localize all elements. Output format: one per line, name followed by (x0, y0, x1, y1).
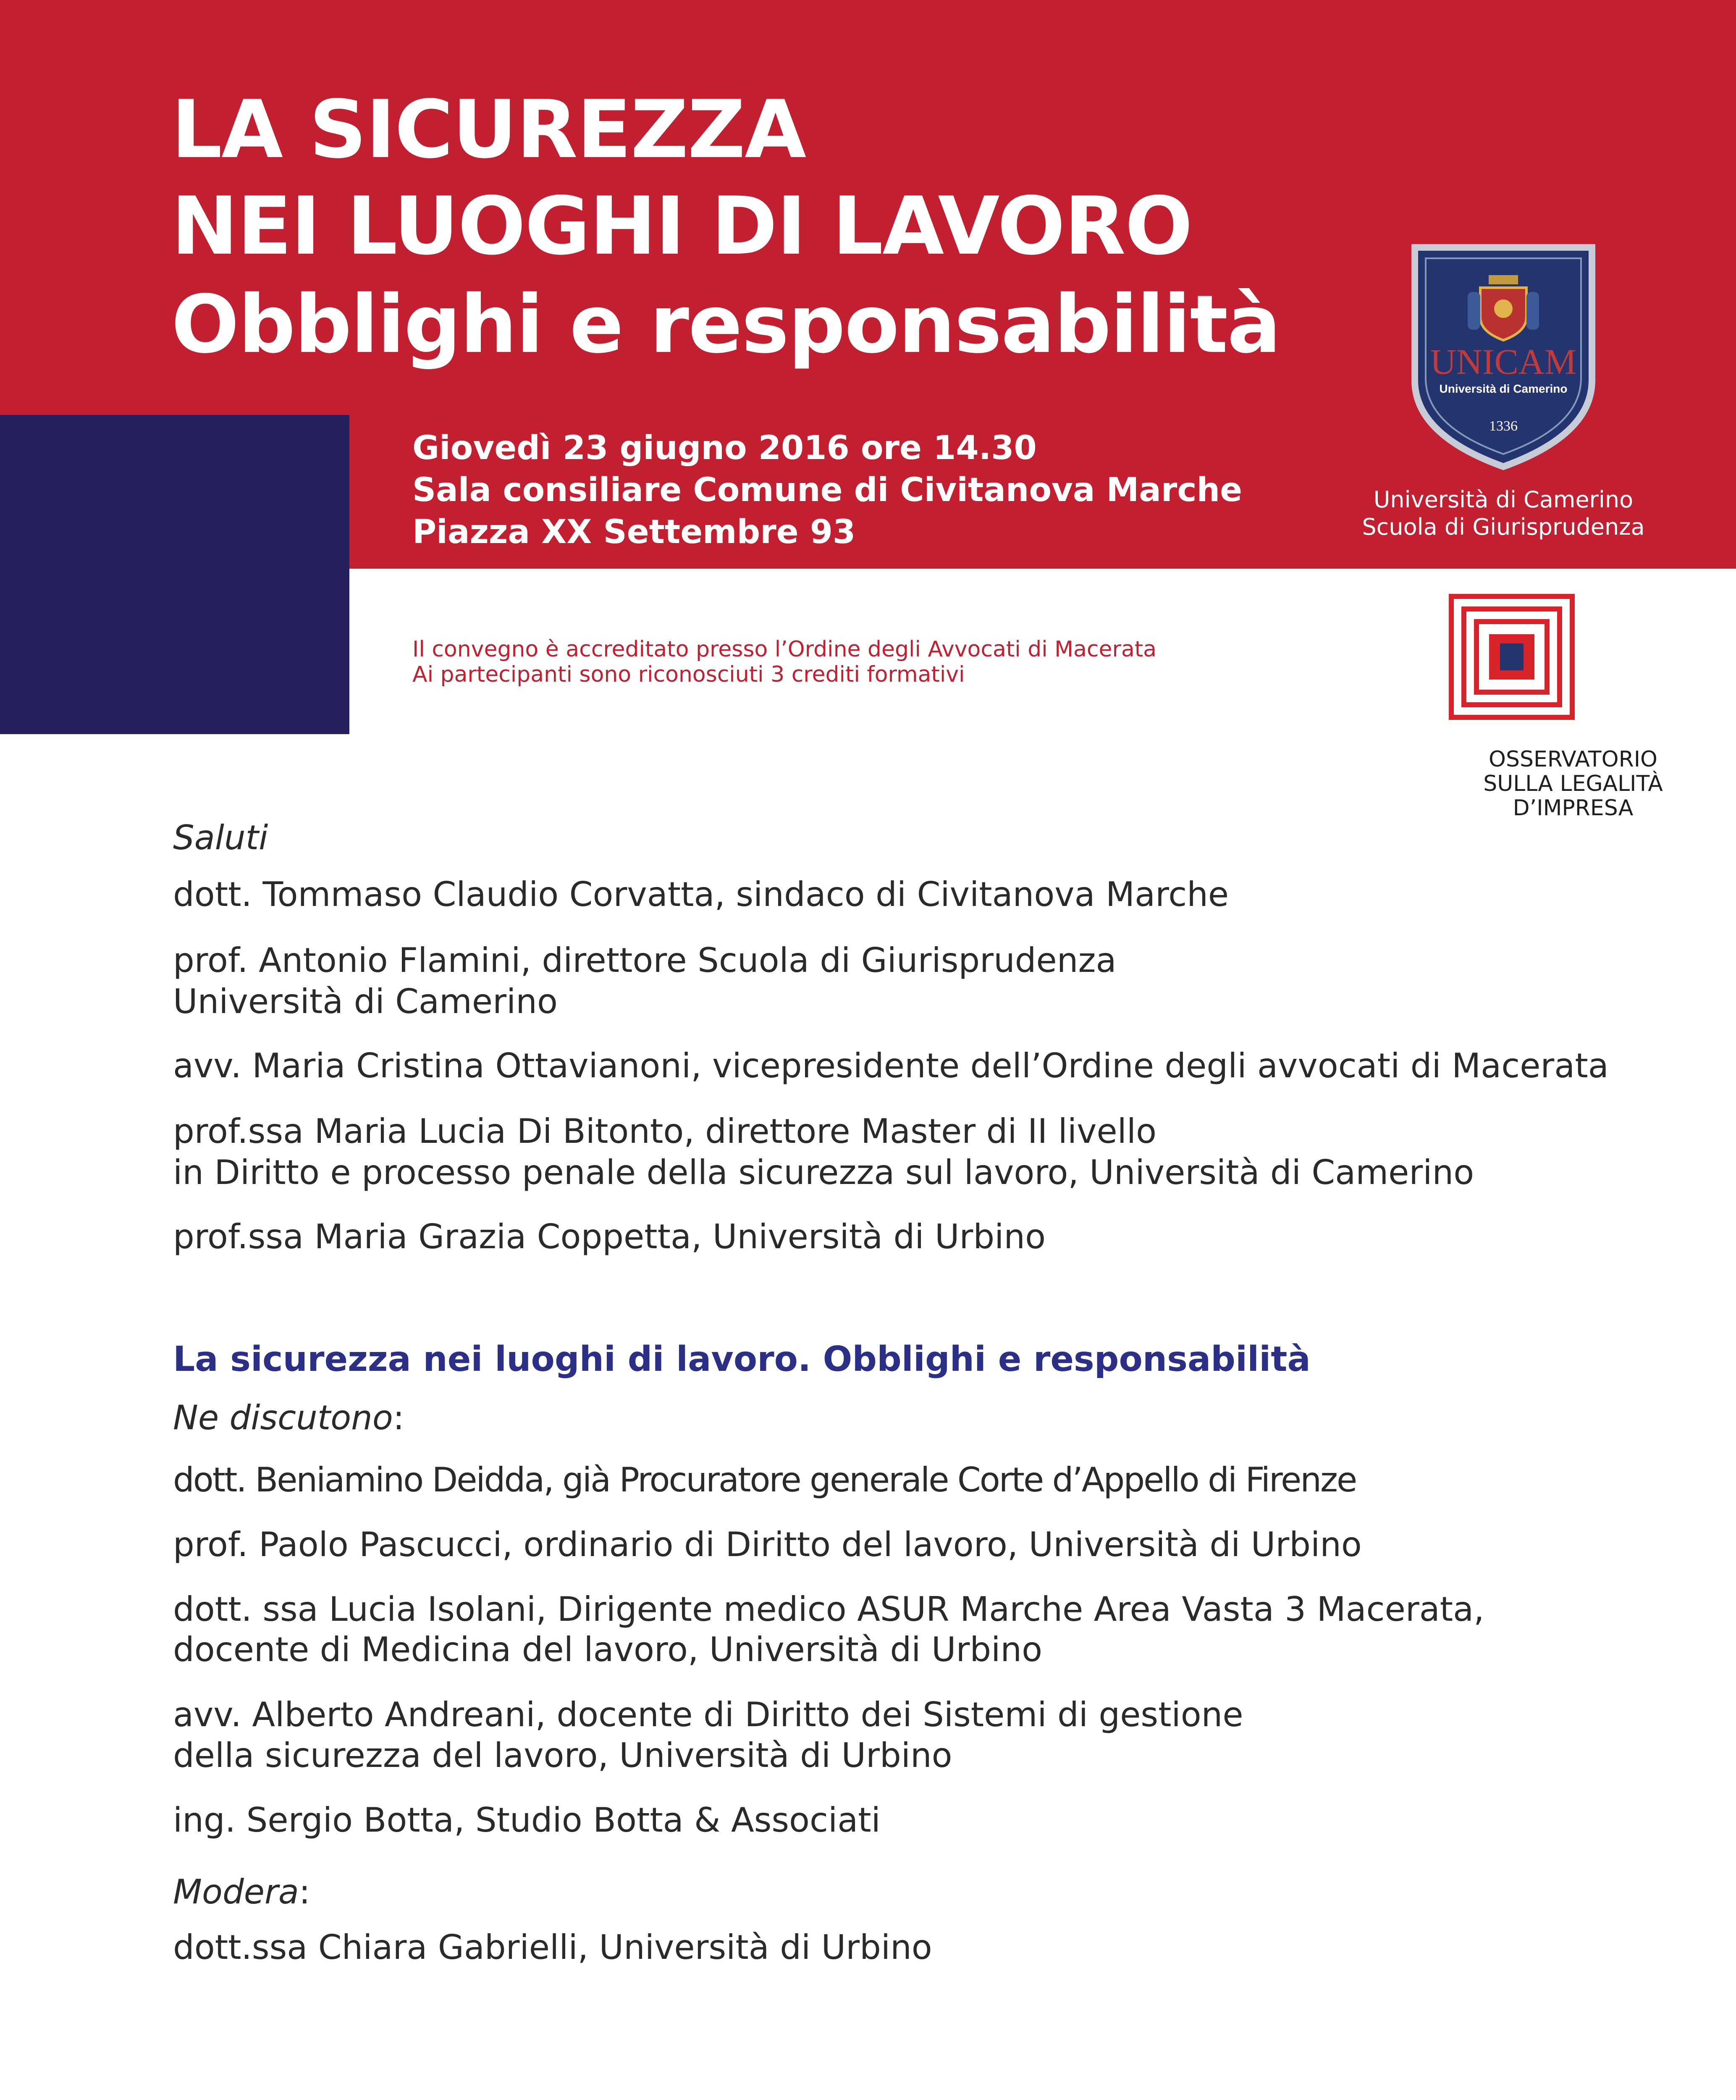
saluti-item: prof.ssa Maria Lucia Di Bitonto, direttore Master di II livello (173, 1112, 1157, 1151)
moderator-name: dott.ssa Chiara Gabrielli, Università di Urbino (173, 1928, 932, 1967)
discussion-item: avv. Alberto Andreani, docente di Diritto dei Sistemi di gestione (173, 1695, 1243, 1734)
saluti-item: dott. Tommaso Claudio Corvatta, sindaco di Civitanova Marche (173, 875, 1229, 914)
accreditation-line-1: Il convegno è accreditato presso l’Ordine degli Avvocati di Macerata (412, 637, 1156, 662)
unicam-caption-1: Università di Camerino (1373, 486, 1634, 513)
discussion-title: La sicurezza nei luoghi di lavoro. Obblighi e responsabilità (173, 1339, 1311, 1379)
title-line-2: NEI LUOGHI DI LAVORO (171, 180, 1192, 273)
event-venue: Sala consiliare Comune di Civitanova Marche (412, 471, 1243, 509)
discussion-item: dott. ssa Lucia Isolani, Dirigente medico ASUR Marche Area Vasta 3 Macerata, (173, 1590, 1484, 1629)
unicam-shield-year: 1336 (1489, 418, 1518, 434)
accreditation-line-2: Ai partecipanti sono riconosciuti 3 crediti formativi (412, 662, 965, 687)
saluti-item: prof. Antonio Flamini, direttore Scuola di Giurisprudenza (173, 941, 1117, 980)
unicam-caption-2: Scuola di Giurisprudenza (1362, 514, 1645, 540)
discussion-intro: Ne discutono: (173, 1398, 404, 1437)
observatory-line-2: SULLA LEGALITÀ (1483, 771, 1663, 796)
title-line-3: Obblighi e responsabilità (171, 278, 1280, 371)
observatory-logo (1449, 594, 1575, 720)
unicam-logo (1409, 242, 1598, 472)
navy-accent-block (0, 415, 349, 734)
observatory-line-1: OSSERVATORIO (1489, 747, 1657, 772)
event-date: Giovedì 23 giugno 2016 ore 14.30 (412, 429, 1037, 467)
saluti-item: Università di Camerino (173, 982, 558, 1021)
title-line-1: LA SICUREZZA (171, 83, 806, 176)
saluti-heading: Saluti (173, 818, 268, 857)
discussion-item: della sicurezza del lavoro, Università di Urbino (173, 1736, 952, 1775)
saluti-item: avv. Maria Cristina Ottavianoni, vicepresidente dell’Ordine degli avvocati di Macerata (173, 1046, 1609, 1085)
moderator-label: Modera: (173, 1872, 310, 1911)
discussion-item: prof. Paolo Pascucci, ordinario di Diritto del lavoro, Università di Urbino (173, 1525, 1362, 1564)
discussion-item: ing. Sergio Botta, Studio Botta & Associati (173, 1801, 881, 1840)
event-address: Piazza XX Settembre 93 (412, 513, 856, 551)
unicam-shield-subtitle: Università di Camerino (1439, 382, 1568, 395)
observatory-line-3: D’IMPRESA (1513, 795, 1634, 821)
saluti-item: prof.ssa Maria Grazia Coppetta, Università di Urbino (173, 1217, 1046, 1256)
unicam-shield-name: UNICAM (1430, 341, 1577, 382)
saluti-item: in Diritto e processo penale della sicurezza sul lavoro, Università di Camerino (173, 1153, 1474, 1192)
mini-crest-icon (1500, 643, 1524, 670)
discussion-item: dott. Beniamino Deidda, già Procuratore generale Corte d’Appello di Firenze (173, 1460, 1356, 1499)
discussion-item: docente di Medicina del lavoro, Università di Urbino (173, 1630, 1043, 1669)
